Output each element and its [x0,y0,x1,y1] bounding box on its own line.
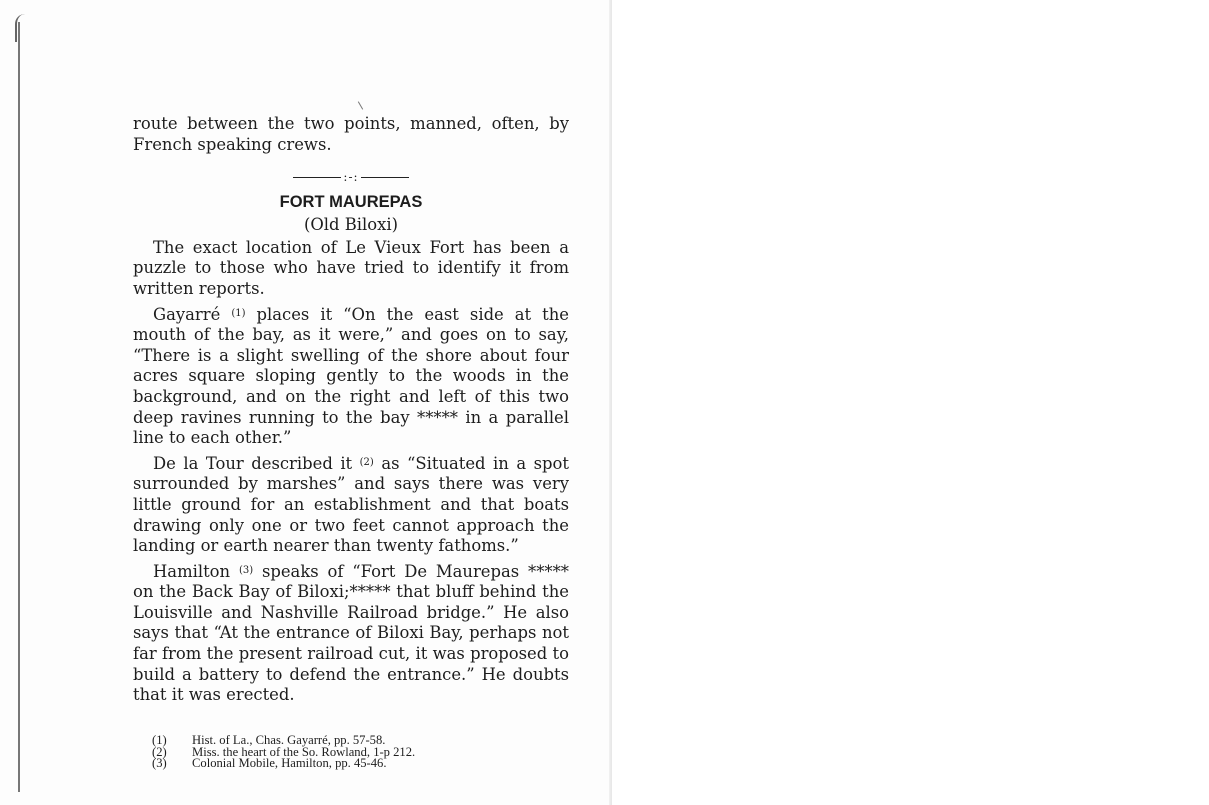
footnote-text: Hist. of La., Chas. Gayarré, pp. 57-58. [192,733,386,747]
ink-mark [358,101,363,109]
paragraph-4-lead: Hamilton [153,561,231,581]
body-text [133,114,569,706]
paragraph-4-text: speaks of “Fort De Maurepas ***** on the Back Bay of Biloxi;***** that bluff behind the Louisville and Nashville Railroad bridge.” He also says that “At the entrance of Biloxi Bay, perhaps not far from the present railroad cut, it was proposed to build a battery to defend the entrance.” He doubts that it was erected. [133,561,569,705]
paragraph-2 [133,304,569,449]
section-title: FORT MAUREPAS [279,193,423,212]
paragraph-1: The exact location of Le Vieux Fort has been a puzzle to those who have tried to identify it from written reports. [133,237,569,298]
paragraph-2-text: places it “On the east side at the mouth of the bay, as it were,” and goes on to say, “There is a slight swelling of the shore about four acres square sloping gently to the woods in the background, and on the right and left of this two deep ravines running to the bay ***** in a parallel line to each other.” [133,304,569,448]
paragraph-3-text: as “Situated in a spot surrounded by marshes” and says there was very little ground for an establishment and that boats drawing only one or two feet cannot approach the landing or earth nearer than twenty fathoms.” [133,453,569,556]
divider-rule-left [293,177,341,178]
divider-rule-right [361,177,409,178]
footnote [152,758,572,770]
footnote-number: (3) [152,756,167,770]
footnote-ref-3: (3) [238,564,254,576]
paragraph-3 [133,453,569,557]
footnote-ref-1: (1) [231,307,246,319]
paragraph-2-lead: Gayarré [153,304,221,324]
footnote-number: (2) [152,744,167,759]
footnotes [152,735,572,770]
paragraph-4 [133,561,569,706]
paragraph-3-lead: De la Tour described it [153,453,353,473]
footnote-text: Miss. the heart of the So. Rowland, 1-p 212. [192,744,416,759]
footnote-ref-2: (2) [359,456,374,468]
footnote-text: Colonial Mobile, Hamilton, pp. 45-46. [192,756,387,770]
page-edge-curl [15,14,27,42]
page-edge-shadow [18,22,20,792]
footnote-number: (1) [152,733,167,747]
divider-glyph: :-: [343,170,359,185]
right-page-blank [612,0,1209,805]
section-divider [133,167,569,183]
continuation-paragraph: route between the two points, manned, often, by French speaking crews. [133,114,569,154]
section-subtitle: (Old Biloxi) [303,215,399,235]
